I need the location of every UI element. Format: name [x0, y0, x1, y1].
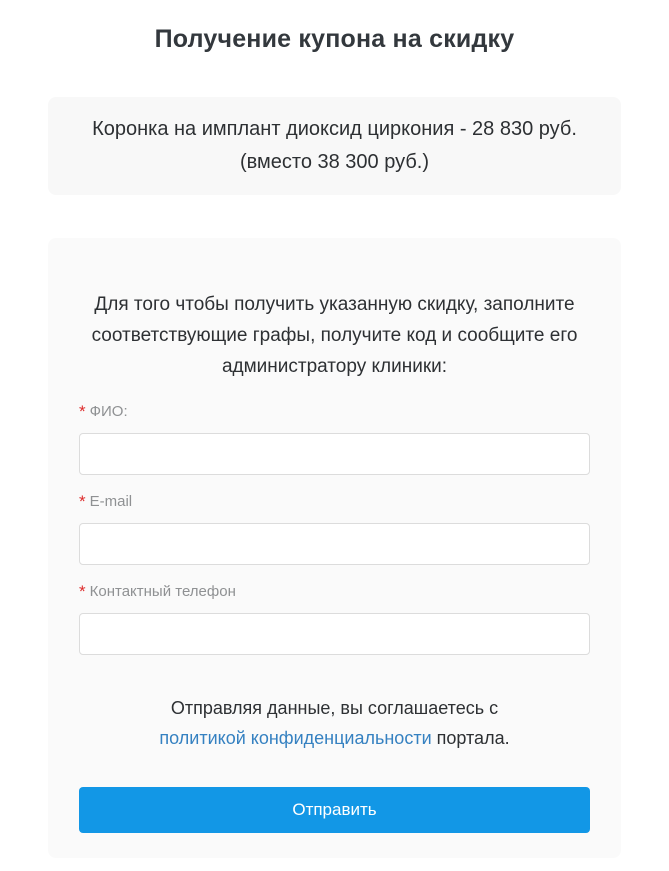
field-phone: [79, 582, 590, 655]
email-label-text: E-mail: [89, 493, 133, 510]
page-title: Получение купона на скидку: [154, 25, 515, 53]
phone-input[interactable]: [79, 613, 590, 655]
fio-label: [79, 402, 590, 422]
consent-before-link: Отправляя данные, вы соглашаетесь с: [170, 698, 499, 718]
phone-label: [79, 582, 590, 602]
field-fio: [79, 402, 590, 475]
form-instruction: Для того чтобы получить указанную скидку, заполните соответствующие графы, получите код и сообщите его администратору клиники:: [91, 294, 578, 377]
offer-line-1: Коронка на имплант диоксид циркония - 28 830 руб.: [92, 118, 577, 140]
required-asterisk: *: [79, 582, 86, 601]
offer-box: [48, 97, 621, 195]
coupon-form-panel: [48, 238, 621, 858]
fio-input[interactable]: [79, 433, 590, 475]
privacy-policy-link[interactable]: политикой конфиденциальности: [159, 728, 432, 748]
submit-button[interactable]: Отправить: [79, 787, 590, 833]
consent-after-link: портала.: [436, 728, 510, 748]
fio-label-text: ФИО:: [89, 403, 128, 420]
phone-label-text: Контактный телефон: [89, 583, 236, 600]
consent-text: [79, 693, 590, 753]
required-asterisk: *: [79, 492, 86, 511]
email-input[interactable]: [79, 523, 590, 565]
offer-line-2: (вместо 38 300 руб.): [239, 151, 430, 173]
email-label: [79, 492, 590, 512]
field-email: [79, 492, 590, 565]
required-asterisk: *: [79, 402, 86, 421]
